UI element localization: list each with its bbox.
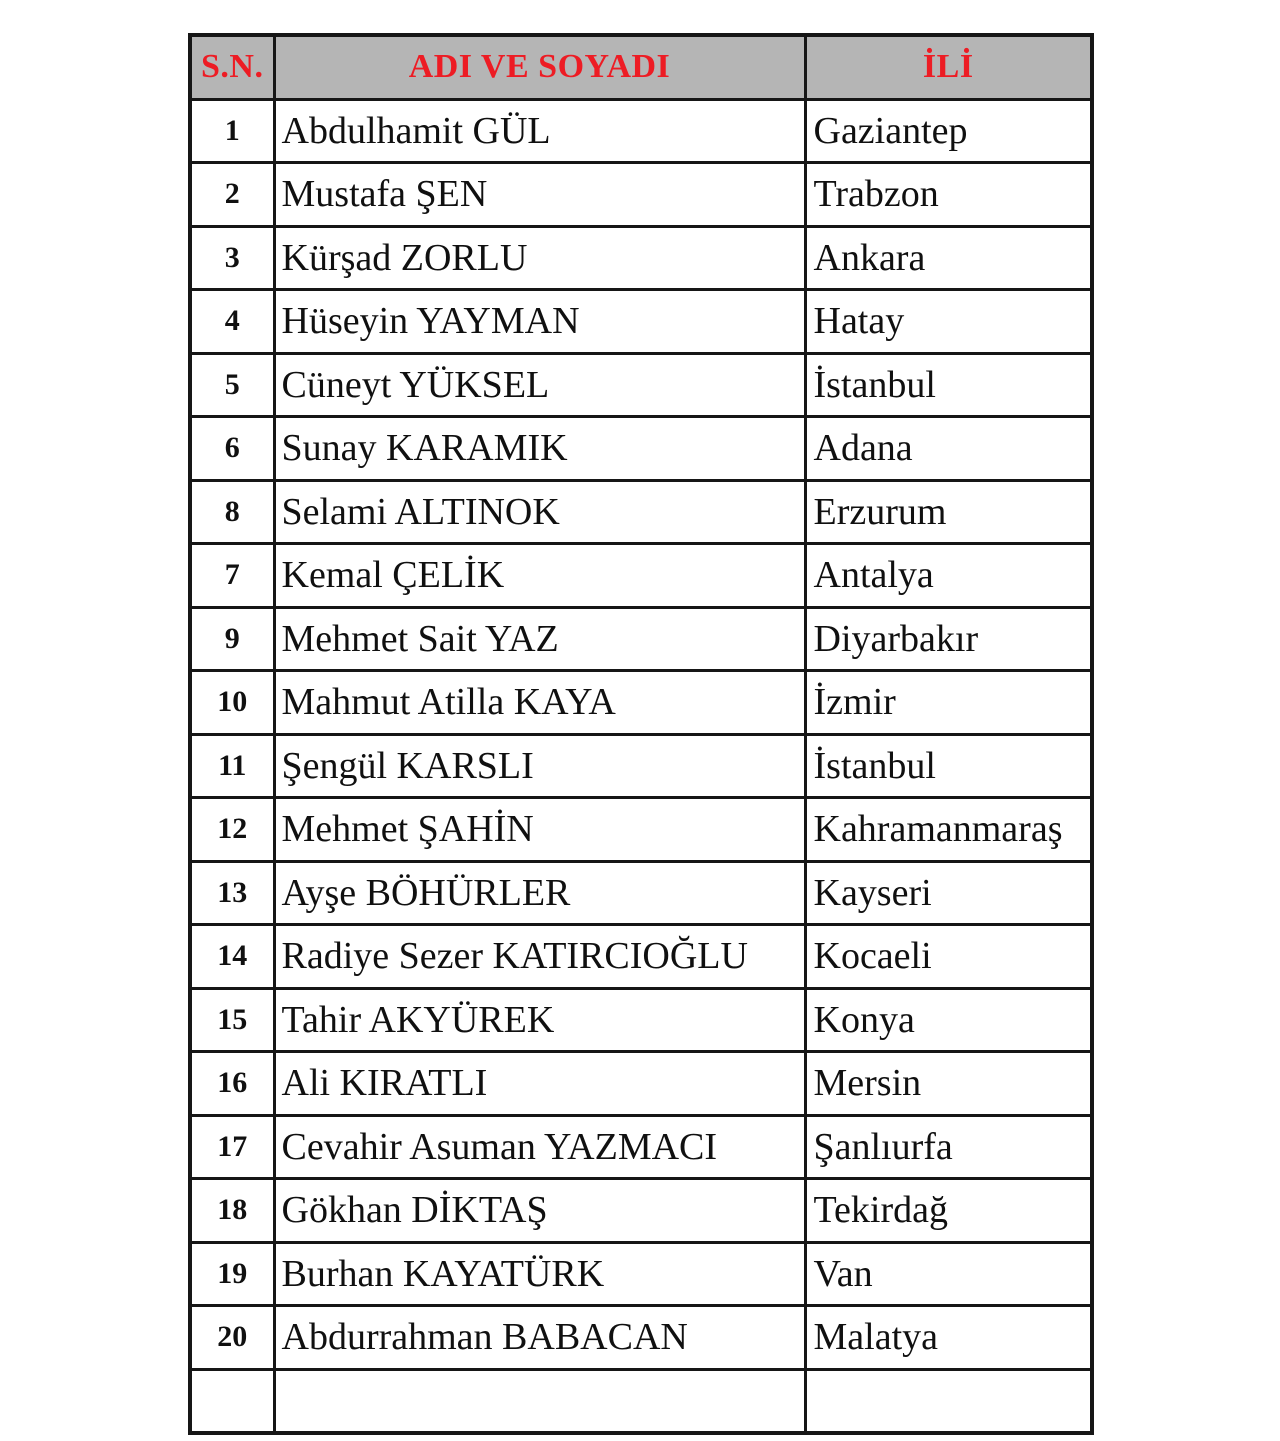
cell-city: İstanbul [805, 353, 1092, 417]
table-body [190, 99, 1092, 1433]
cell-name: Radiye Sezer KATIRCIOĞLU [274, 925, 805, 989]
table-row [190, 1306, 1092, 1370]
cell-sn: 16 [190, 1052, 274, 1116]
cell-sn: 15 [190, 988, 274, 1052]
cell-sn: 9 [190, 607, 274, 671]
table-row [190, 607, 1092, 671]
cell-sn: 18 [190, 1179, 274, 1243]
cell-name: Şengül KARSLI [274, 734, 805, 798]
cell-sn [190, 1369, 274, 1433]
cell-sn: 20 [190, 1306, 274, 1370]
cell-city: Diyarbakır [805, 607, 1092, 671]
cell-city: Konya [805, 988, 1092, 1052]
cell-name: Abdurrahman BABACAN [274, 1306, 805, 1370]
cell-name: Abdulhamit GÜL [274, 99, 805, 163]
table-row [190, 1179, 1092, 1243]
cell-city: Van [805, 1242, 1092, 1306]
header-city: İLİ [805, 35, 1092, 99]
header-sn: S.N. [190, 35, 274, 99]
cell-sn: 6 [190, 417, 274, 481]
cell-name: Gökhan DİKTAŞ [274, 1179, 805, 1243]
cell-sn: 13 [190, 861, 274, 925]
cell-sn: 11 [190, 734, 274, 798]
cell-sn: 19 [190, 1242, 274, 1306]
cell-sn: 12 [190, 798, 274, 862]
cell-city: Hatay [805, 290, 1092, 354]
cell-city: Trabzon [805, 163, 1092, 227]
table-row [190, 988, 1092, 1052]
table-row [190, 290, 1092, 354]
cell-city: Malatya [805, 1306, 1092, 1370]
cell-name: Ayşe BÖHÜRLER [274, 861, 805, 925]
cell-name: Kürşad ZORLU [274, 226, 805, 290]
cell-name: Sunay KARAMIK [274, 417, 805, 481]
cell-sn: 14 [190, 925, 274, 989]
cell-city [805, 1369, 1092, 1433]
cell-name: Hüseyin YAYMAN [274, 290, 805, 354]
table-row [190, 544, 1092, 608]
table-row [190, 925, 1092, 989]
table-row [190, 226, 1092, 290]
cell-city: Tekirdağ [805, 1179, 1092, 1243]
table-row [190, 671, 1092, 735]
table-row [190, 417, 1092, 481]
cell-name: Mustafa ŞEN [274, 163, 805, 227]
cell-name: Mehmet ŞAHİN [274, 798, 805, 862]
cell-sn: 3 [190, 226, 274, 290]
cell-city: Adana [805, 417, 1092, 481]
table-row [190, 798, 1092, 862]
cell-sn: 17 [190, 1115, 274, 1179]
cell-name: Burhan KAYATÜRK [274, 1242, 805, 1306]
cell-city: Ankara [805, 226, 1092, 290]
cell-sn: 10 [190, 671, 274, 735]
table-row [190, 353, 1092, 417]
cell-city: İstanbul [805, 734, 1092, 798]
cell-name: Selami ALTINOK [274, 480, 805, 544]
table-row [190, 1242, 1092, 1306]
table-row [190, 163, 1092, 227]
cell-city: Kocaeli [805, 925, 1092, 989]
cell-sn: 5 [190, 353, 274, 417]
table-row [190, 734, 1092, 798]
cell-city: Kayseri [805, 861, 1092, 925]
cell-sn: 2 [190, 163, 274, 227]
cell-sn: 4 [190, 290, 274, 354]
roster-table [188, 33, 1094, 1435]
header-name: ADI VE SOYADI [274, 35, 805, 99]
table-row [190, 480, 1092, 544]
cell-name: Ali KIRATLI [274, 1052, 805, 1116]
cell-city: Gaziantep [805, 99, 1092, 163]
cell-city: Şanlıurfa [805, 1115, 1092, 1179]
cell-city: Erzurum [805, 480, 1092, 544]
table-row [190, 99, 1092, 163]
cell-city: Antalya [805, 544, 1092, 608]
cell-name [274, 1369, 805, 1433]
header-row [190, 35, 1092, 99]
cell-name: Mahmut Atilla KAYA [274, 671, 805, 735]
cell-name: Mehmet Sait YAZ [274, 607, 805, 671]
cell-sn: 1 [190, 99, 274, 163]
cell-name: Tahir AKYÜREK [274, 988, 805, 1052]
cell-sn: 7 [190, 544, 274, 608]
cell-sn: 8 [190, 480, 274, 544]
cell-name: Kemal ÇELİK [274, 544, 805, 608]
cell-city: Kahramanmaraş [805, 798, 1092, 862]
table-row [190, 861, 1092, 925]
cell-city: Mersin [805, 1052, 1092, 1116]
cell-name: Cevahir Asuman YAZMACI [274, 1115, 805, 1179]
table-row [190, 1052, 1092, 1116]
table-row-partial [190, 1369, 1092, 1433]
table-row [190, 1115, 1092, 1179]
cell-name: Cüneyt YÜKSEL [274, 353, 805, 417]
cell-city: İzmir [805, 671, 1092, 735]
